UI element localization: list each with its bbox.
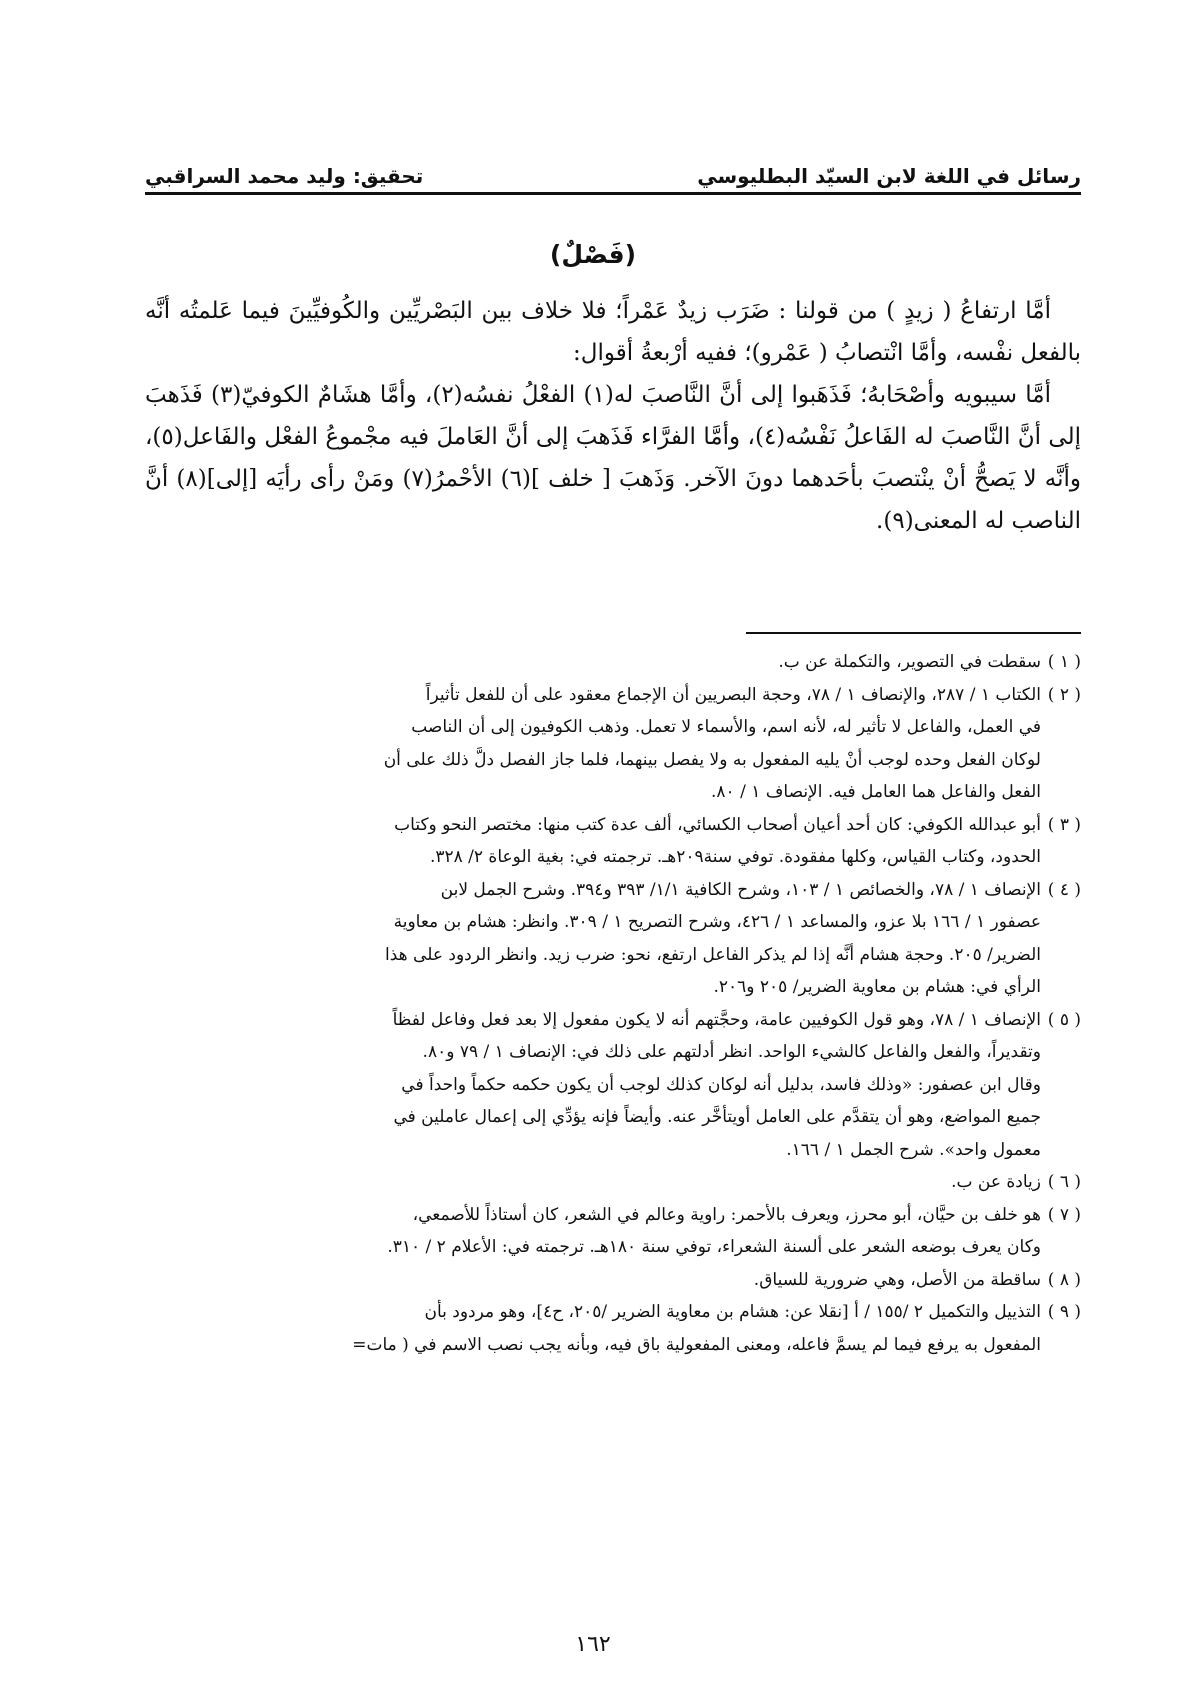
footnote-number: ( ٥ )	[1047, 1009, 1081, 1030]
book-title: رسائل في اللغة لابن السيّد البطليوسي	[697, 164, 1081, 188]
footnote-line: الإنصاف ١ / ٧٨، وهو قول الكوفيين عامة، وحجَّتهم أنه لا يكون مفعول إلا بعد فعل وفاعل لفظاً	[392, 1009, 1041, 1030]
footnote-number: ( ٧ )	[1047, 1204, 1081, 1225]
footnote-number: ( ٦ )	[1047, 1172, 1081, 1192]
footnote-text	[145, 1199, 1041, 1264]
footnote-line: وكان يعرف بوضعه الشعر على ألسنة الشعراء، توفي سنة ١٨٠هـ. ترجمته في: الأعلام ٢ / ٣١٠.	[387, 1237, 1041, 1257]
footnote-number: ( ٤ )	[1047, 879, 1081, 900]
footnote-line: التذييل والتكميل ٢ /١٥٥ / أ [نقلا عن: هشام بن معاوية الضرير /٢٠٥، ح٤]، وهو مردود بأن	[424, 1302, 1041, 1322]
footnote	[145, 1166, 1081, 1199]
footnotes	[145, 646, 1081, 1361]
footnote-number: ( ٩ )	[1047, 1302, 1081, 1322]
section-title: (فَصْلٌ)	[549, 240, 637, 269]
header-divider	[145, 192, 1081, 195]
footnote	[145, 679, 1081, 809]
footnote	[145, 1199, 1081, 1264]
page-number: ١٦٢	[575, 1632, 611, 1657]
footnote-line: جميع المواضع، وهو أن يتقدَّم على العامل أويتأخَّر عنه. وأيضاً فإنه يؤدِّي إلى إعمال عاملين في	[393, 1107, 1041, 1127]
footnote	[145, 1264, 1081, 1297]
footnote-text	[145, 1166, 1041, 1199]
footnote-line: الضرير/ ٢٠٥. وحجة هشام أنَّه إذا لم يذكر الفاعل ارتفع، نحو: ضرب زيد. وانظر الردود على هذا	[385, 944, 1041, 965]
footnote-line: الحدود، وكتاب القياس، وكلها مفقودة. توفي سنة٢٠٩هـ. ترجمته في: بغية الوعاة ٢/ ٣٢٨.	[429, 847, 1041, 867]
footnote	[145, 1296, 1081, 1361]
footnote-line: وتقديراً، والفعل والفاعل كالشيء الواحد. انظر أدلتهم على ذلك في: الإنصاف ١ / ٧٩ و٨٠.	[422, 1042, 1041, 1062]
footnote-line: أبو عبدالله الكوفي: كان أحد أعيان أصحاب الكسائي، ألف عدة كتب منها: مختصر النحو وكتاب	[394, 814, 1041, 835]
editor-credit: تحقيق: وليد محمد السراقبي	[145, 164, 424, 188]
running-header	[145, 148, 1081, 188]
footnote-text	[145, 1296, 1041, 1361]
footnote-number: ( ١ )	[1047, 652, 1081, 672]
paragraph: أمَّا ارتفاعُ ( زيدٍ ) من قولنا : ضَرَب زيدٌ عَمْراً؛ فلا خلاف بين البَصْريِّين والكُوفيِّينَ فيما عَلمتُه أنَّه بالفعل نفْسه، وأمَّا انْتصابُ ( عَمْرو)؛ ففيه أرْبعةُ أقوال:	[145, 298, 1081, 366]
footnote-text	[145, 646, 1041, 679]
footnote-line: هو خلف بن حيَّان، أبو محرز، ويعرف بالأحمر: راوية وعالم في الشعر، كان أستاذاً للأصمعي،	[412, 1204, 1041, 1225]
footnote-line: وقال ابن عصفور: «وذلك فاسد، بدليل أنه لوكان كذلك لوجب أن يكون حكمه حكماً واحداً في	[401, 1074, 1041, 1095]
footnote-line: المفعول به يرفع فيما لم يسمَّ فاعله، ومعنى المفعولية باق فيه، وبأنه يجب نصب الاسم في ( مات=	[352, 1334, 1041, 1355]
footnote-line: معمول واحد». شرح الجمل ١ / ١٦٦.	[786, 1139, 1041, 1160]
footnote-number: ( ٢ )	[1047, 684, 1081, 705]
footnote-line: الكتاب ١ / ٢٨٧، والإنصاف ١ / ٧٨، وحجة البصريين أن الإجماع معقود على أن للفعل تأثيراً	[425, 684, 1041, 705]
footnote-divider	[746, 632, 1081, 634]
main-text	[145, 290, 1081, 542]
footnote-text	[145, 874, 1041, 1004]
footnote-line: سقطت في التصوير، والتكملة عن ب.	[778, 652, 1041, 672]
footnote-line: الرأي في: هشام بن معاوية الضرير/ ٢٠٥ و٢٠٦.	[713, 977, 1041, 997]
footnote-line: الإنصاف ١ / ٧٨، والخصائص ١ / ١٠٣، وشرح الكافية ١/١/ ٣٩٣ و٣٩٤. وشرح الجمل لابن	[440, 879, 1041, 900]
footnote-text	[145, 1264, 1041, 1297]
footnote-text	[145, 1004, 1041, 1167]
paragraph: أمَّا سيبويه وأصْحَابهُ؛ فَذَهَبوا إلى أنَّ النَّاصبَ له(١) الفعْلُ نفسُه(٢)، وأمَّا هشَامٌ الكوفيّ(٣) فَذَهبَ إلى أنَّ النَّاصبَ له الفَاعلُ نَفْسُه(٤)، وأمَّا الفرَّاء فَذَهبَ إلى أنَّ العَاملَ فيه مجْموعُ الفعْل والفَاعل(٥)، وأنَّه لا يَصحُّ أنْ ينْتصبَ بأحَدهما دونَ الآخر. وَذَهبَ [ خلف ](٦) الأحْمرُ(٧) ومَنْ رأى رأيَه [إلى](٨) أنَّ الناصب له المعنى(٩).	[145, 382, 1081, 534]
footnote	[145, 809, 1081, 874]
footnote	[145, 874, 1081, 1004]
footnote-text	[145, 679, 1041, 809]
footnote	[145, 1004, 1081, 1167]
footnote-text	[145, 809, 1041, 874]
footnote-line: ساقطة من الأصل، وهي ضرورية للسياق.	[753, 1269, 1041, 1290]
footnote-number: ( ٣ )	[1047, 814, 1081, 835]
footnote-line: عصفور ١ / ١٦٦ بلا عزو، والمساعد ١ / ٤٢٦، وشرح التصريح ١ / ٣٠٩. وانظر: هشام بن معاوية	[393, 912, 1041, 932]
footnote-number: ( ٨ )	[1047, 1269, 1081, 1290]
footnote-line: لوكان الفعل وحده لوجب أنْ يليه المفعول به ولا يفصل بينهما، فلما جاز الفصل دلَّ ذلك على أن	[383, 749, 1041, 770]
footnote-line: زيادة عن ب.	[951, 1172, 1041, 1192]
footnote-line: الفعل والفاعل هما العامل فيه. الإنصاف ١ / ٨٠.	[711, 782, 1041, 802]
footnote-line: في العمل، والفاعل لا تأثير له، لأنه اسم، والأسماء لا تعمل. وذهب الكوفيون إلى أن الناصب	[411, 717, 1041, 737]
footnote	[145, 646, 1081, 679]
